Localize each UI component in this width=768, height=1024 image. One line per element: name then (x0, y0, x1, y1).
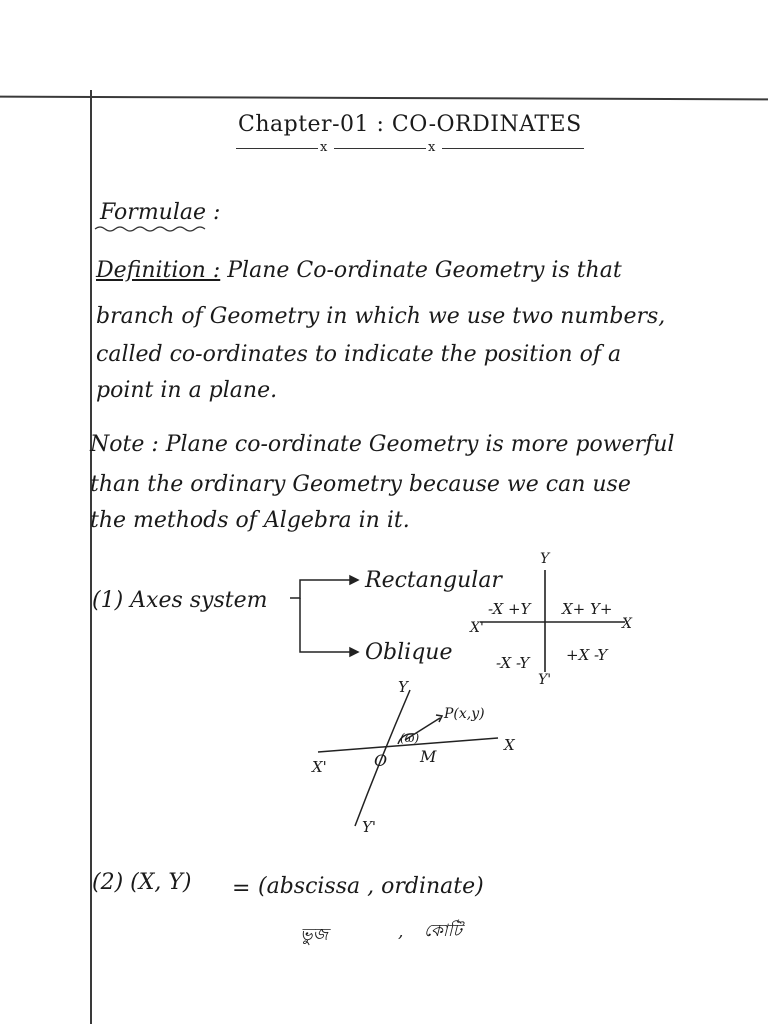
note-line-1: Note : Plane co-ordinate Geometry is more powerful (90, 432, 675, 457)
quadrant-third: -X -Y (496, 654, 530, 672)
pair-label: (2) (X, Y) (92, 870, 192, 895)
bengali-abscissa: ভুজ (300, 925, 328, 945)
bengali-comma: , (398, 922, 404, 942)
quadrant-axis-y: Y (540, 551, 550, 567)
definition-line-4: point in a plane. (96, 378, 278, 403)
axes-type-oblique: Oblique (365, 640, 453, 665)
oblique-axis-y-neg: Y' (362, 818, 377, 836)
axes-bracket (290, 576, 358, 656)
formulae-heading: Formulae : (100, 200, 221, 225)
oblique-axis-x: X (504, 736, 515, 754)
title-mark: x (428, 140, 436, 155)
origin-label: O (374, 751, 388, 770)
quadrant-axis-y-neg: Y' (538, 672, 552, 688)
definition-text: Plane Co-ordinate Geometry is that (227, 258, 622, 283)
title-mark: x (320, 140, 328, 155)
definition-label: Definition : (96, 258, 221, 283)
chapter-title: Chapter-01 : CO-ORDINATES (238, 112, 582, 137)
note-line-2: than the ordinary Geometry because we can use (90, 472, 631, 497)
quadrant-axis-x-neg: X' (470, 620, 484, 636)
pair-equals: = (232, 876, 251, 901)
bengali-ordinate: কোটি (424, 921, 462, 941)
quadrant-fourth: +X -Y (566, 646, 608, 664)
point-m-label: M (420, 747, 437, 766)
oblique-axis-y: Y (398, 678, 408, 696)
note-line-3: the methods of Algebra in it. (90, 508, 410, 533)
quadrant-first: X+ Y+ (562, 600, 613, 618)
omega-angle-label: (ω) (400, 731, 420, 745)
point-p-label: P(x,y) (444, 706, 485, 722)
quadrant-second: -X +Y (488, 600, 531, 618)
pair-value: (abscissa , ordinate) (258, 874, 484, 899)
axes-system-label: (1) Axes system (92, 588, 268, 613)
oblique-axis-x-neg: X' (312, 758, 327, 776)
definition-line-3: called co-ordinates to indicate the position of a (96, 342, 622, 367)
definition-line-2: branch of Geometry in which we use two numbers, (96, 304, 666, 329)
quadrant-axis-x: X (622, 616, 632, 632)
axes-type-rectangular: Rectangular (365, 568, 502, 593)
